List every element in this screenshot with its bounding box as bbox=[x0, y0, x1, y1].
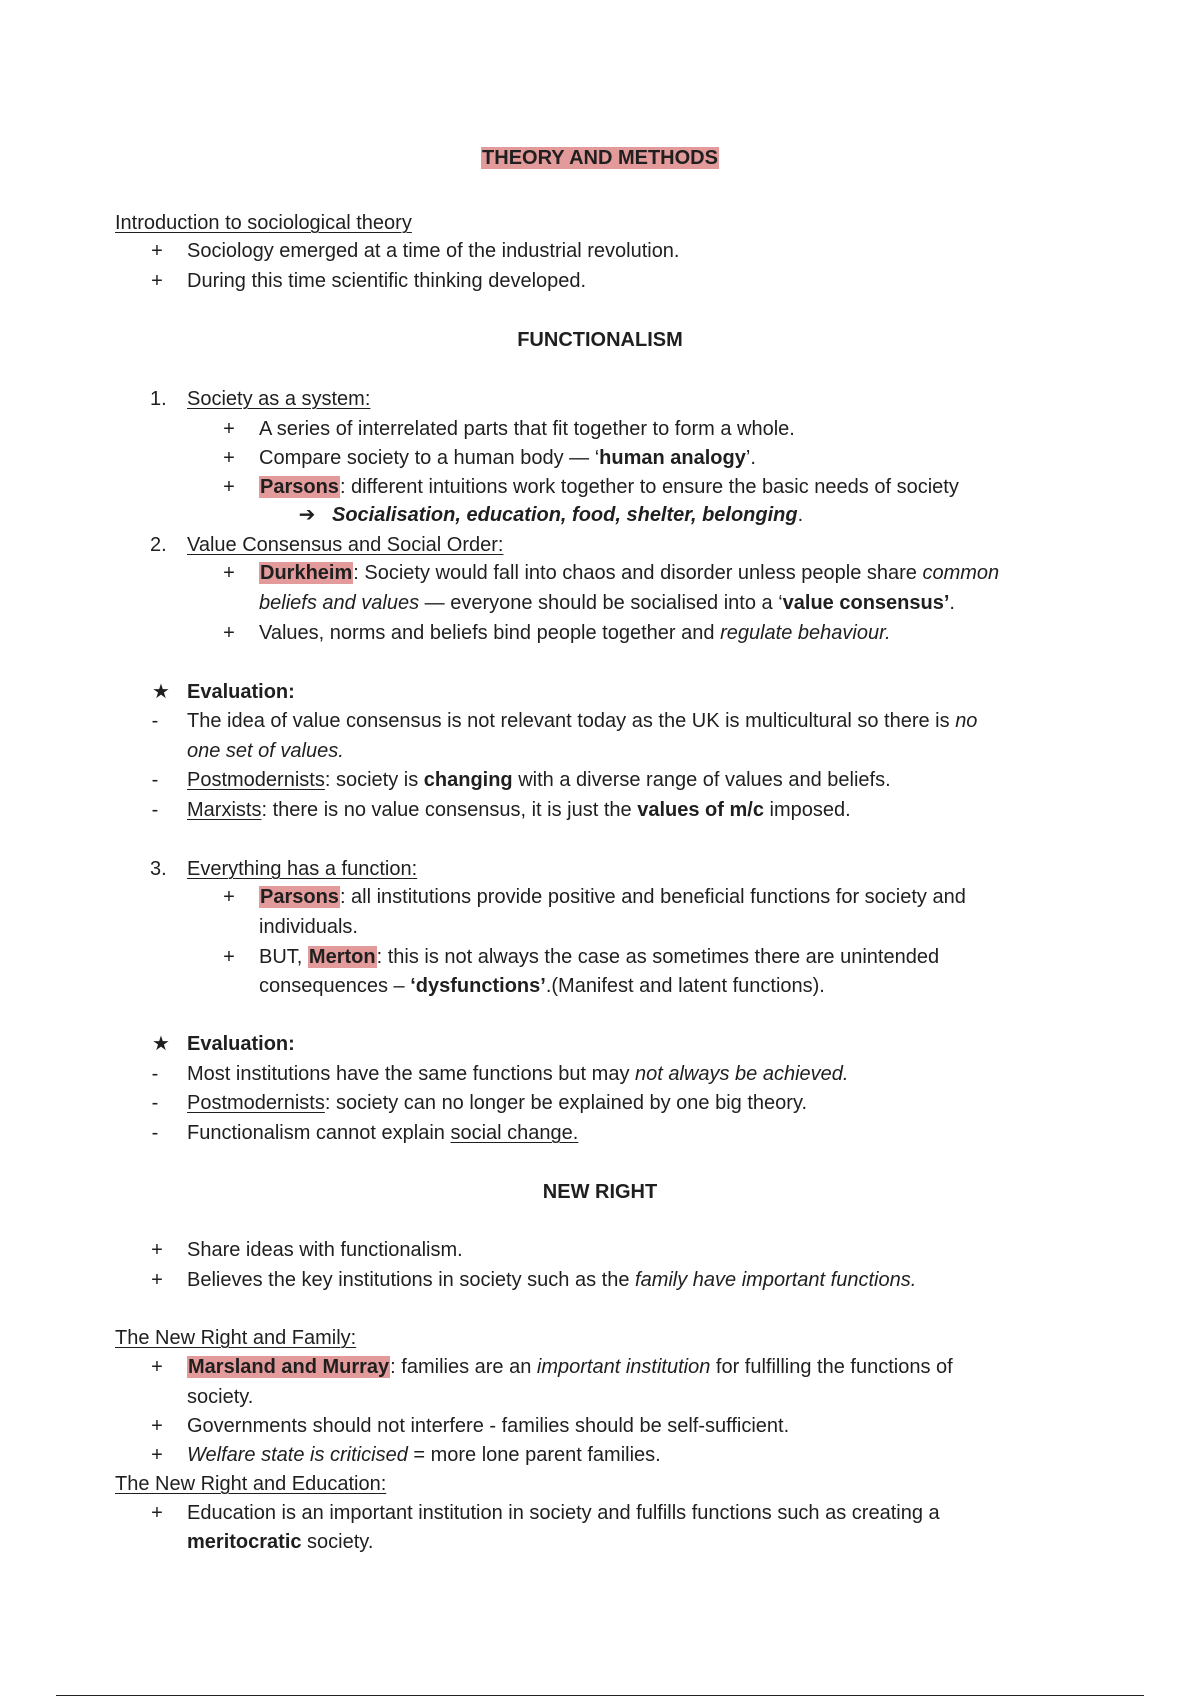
s3-bullet-1: Parsons: all institutions provide positive and beneficial functions for society and bbox=[260, 886, 966, 908]
s3-bullet-2: BUT, Merton: this is not always the case as sometimes there are unintended bbox=[259, 946, 940, 968]
functionalism-heading: FUNCTIONALISM bbox=[517, 329, 683, 351]
section-2-title: Value Consensus and Social Order: bbox=[187, 534, 504, 556]
evaluation-2-label: Evaluation: bbox=[187, 1033, 295, 1055]
star-icon: ★ bbox=[152, 681, 170, 703]
plus-marker: + bbox=[151, 1269, 163, 1291]
eval2-point-3: Functionalism cannot explain social change. bbox=[187, 1122, 579, 1144]
eval1-point-2: Postmodernists: society is changing with a diverse range of values and beliefs. bbox=[187, 769, 891, 791]
eval1-point-1-cont: one set of values. bbox=[187, 740, 344, 762]
family-bullet-1: Marsland and Murray: families are an important institution for fulfilling the functions of bbox=[188, 1356, 953, 1378]
s1-bullet-2: Compare society to a human body — ‘human analogy’. bbox=[259, 447, 756, 469]
family-heading: The New Right and Family: bbox=[115, 1327, 357, 1349]
s3-bullet-1-cont: individuals. bbox=[259, 916, 358, 938]
name-highlight: Marsland and Murray bbox=[188, 1356, 390, 1378]
plus-marker: + bbox=[151, 240, 163, 262]
name-highlight: Parsons bbox=[260, 886, 339, 908]
dash-marker: - bbox=[151, 1063, 159, 1085]
page-title bbox=[0, 145, 1200, 171]
plus-marker: + bbox=[151, 270, 163, 292]
intro-bullet-1: Sociology emerged at a time of the industrial revolution. bbox=[187, 240, 680, 262]
intro-heading: Introduction to sociological theory bbox=[115, 212, 412, 234]
plus-marker: + bbox=[151, 1502, 163, 1524]
eval1-point-3: Marxists: there is no value consensus, it is just the values of m/c imposed. bbox=[187, 799, 851, 821]
title-highlight: THEORY AND METHODS bbox=[482, 147, 718, 169]
plus-marker: + bbox=[223, 622, 235, 644]
name-highlight: Durkheim bbox=[260, 562, 353, 584]
eval2-point-2: Postmodernists: society can no longer be explained by one big theory. bbox=[187, 1092, 808, 1114]
family-bullet-2: Governments should not interfere - families should be self-sufficient. bbox=[187, 1415, 790, 1437]
section-3-title: Everything has a function: bbox=[187, 858, 418, 880]
section-1-title: Society as a system: bbox=[187, 388, 371, 410]
new-right-bullet-1: Share ideas with functionalism. bbox=[187, 1239, 463, 1261]
plus-marker: + bbox=[223, 476, 235, 498]
new-right-heading: NEW RIGHT bbox=[542, 1181, 658, 1203]
s2-bullet-1: Durkheim: Society would fall into chaos and disorder unless people share common bbox=[260, 562, 1000, 584]
new-right-bullet-2: Believes the key institutions in society such as the family have important functions. bbox=[187, 1269, 917, 1291]
s3-bullet-2-cont: consequences – ‘dysfunctions’.(Manifest and latent functions). bbox=[259, 975, 825, 997]
plus-marker: + bbox=[223, 562, 235, 584]
dash-marker: - bbox=[151, 1092, 159, 1114]
education-heading: The New Right and Education: bbox=[115, 1473, 387, 1495]
plus-marker: + bbox=[223, 447, 235, 469]
education-bullet-1-cont: meritocratic society. bbox=[187, 1531, 374, 1553]
dash-marker: - bbox=[151, 769, 159, 791]
section-number: 3. bbox=[150, 858, 167, 880]
plus-marker: + bbox=[223, 418, 235, 440]
plus-marker: + bbox=[223, 946, 235, 968]
family-bullet-3: Welfare state is criticised = more lone parent families. bbox=[187, 1444, 661, 1466]
plus-marker: + bbox=[151, 1239, 163, 1261]
s1-arrow-item: Socialisation, education, food, shelter, belonging. bbox=[332, 504, 804, 526]
plus-marker: + bbox=[151, 1356, 163, 1378]
eval2-point-1: Most institutions have the same functions but may not always be achieved. bbox=[187, 1063, 849, 1085]
evaluation-1-label: Evaluation: bbox=[187, 681, 295, 703]
family-bullet-1-cont: society. bbox=[187, 1386, 254, 1408]
arrow-marker: ➔ bbox=[298, 504, 316, 526]
dash-marker: - bbox=[151, 710, 159, 732]
plus-marker: + bbox=[151, 1415, 163, 1437]
page-bottom-rule bbox=[56, 1695, 1144, 1696]
name-highlight: Parsons bbox=[260, 476, 339, 498]
star-icon: ★ bbox=[152, 1033, 170, 1055]
eval1-point-1: The idea of value consensus is not relevant today as the UK is multicultural so there is no bbox=[187, 710, 978, 732]
s2-bullet-1-cont: beliefs and values — everyone should be socialised into a ‘value consensus’. bbox=[259, 592, 955, 614]
plus-marker: + bbox=[223, 886, 235, 908]
s1-bullet-1: A series of interrelated parts that fit together to form a whole. bbox=[259, 418, 795, 440]
s2-bullet-2: Values, norms and beliefs bind people together and regulate behaviour. bbox=[259, 622, 891, 644]
plus-marker: + bbox=[151, 1444, 163, 1466]
section-number: 2. bbox=[150, 534, 167, 556]
name-highlight: Merton bbox=[308, 946, 376, 968]
education-bullet-1: Education is an important institution in society and fulfills functions such as creating a bbox=[187, 1502, 940, 1524]
section-number: 1. bbox=[150, 388, 167, 410]
dash-marker: - bbox=[151, 1122, 159, 1144]
s1-bullet-3: Parsons: different intuitions work together to ensure the basic needs of society bbox=[260, 476, 959, 498]
dash-marker: - bbox=[151, 799, 159, 821]
intro-bullet-2: During this time scientific thinking developed. bbox=[187, 270, 587, 292]
